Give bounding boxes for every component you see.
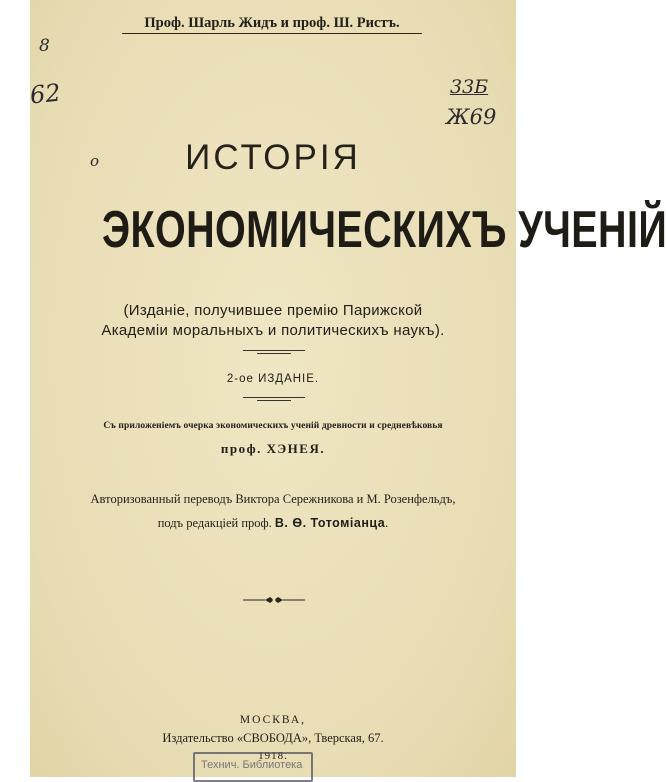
handwritten-circle-mark: o [90, 152, 100, 170]
handwritten-number-62: 62 [28, 78, 62, 110]
editor-name: В. Ѳ. Тотоміанца [274, 516, 386, 530]
authors-line: Проф. Шарль Жидъ и проф. Ш. Ристъ. [122, 15, 422, 34]
title-line-1: ИСТОРІЯ [185, 138, 361, 177]
imprint-city: МОСКВА, [239, 714, 307, 726]
translation-line-1: Авторизованный переводъ Виктора Сережникова и М. Розенфельдъ, [90, 492, 456, 506]
title-page [28, 0, 667, 777]
editor-prefix: подъ редакціей проф. [157, 516, 272, 530]
divider-rule-1 [243, 350, 305, 351]
subtitle-line-2: Академіи моральныхъ и политическихъ наукъ). [101, 322, 445, 339]
editor-suffix: . [385, 516, 389, 530]
divider-rule-2 [243, 397, 305, 398]
edition-label: 2-ое ИЗДАНІЕ. [226, 373, 320, 385]
imprint-year: 1918. [258, 750, 288, 762]
appendix-line: Съ приложеніемъ очерка экономическихъ ученій древности и средневѣковья [103, 421, 443, 431]
imprint-publisher: Издательство «СВОБОДА», Тверская, 67. [162, 731, 384, 745]
handwritten-shelfmark-1: 33Б [450, 76, 489, 98]
library-stamp: Технич. Библиотека [193, 752, 313, 782]
appendix-author: проф. ХЭНЕЯ. [220, 441, 326, 456]
title-line-2: ЭКОНОМИЧЕСКИХЪ УЧЕНІЙ [102, 201, 667, 259]
subtitle [30, 301, 516, 341]
translation-line-2 [30, 511, 516, 535]
subtitle-line-1: (Изданіе, получившее премію Парижской [123, 302, 423, 319]
translation-credits [30, 487, 516, 535]
handwritten-number-8: 8 [39, 36, 50, 56]
ornament-divider [243, 595, 305, 605]
handwritten-shelfmark-2: Ж69 [446, 105, 497, 129]
